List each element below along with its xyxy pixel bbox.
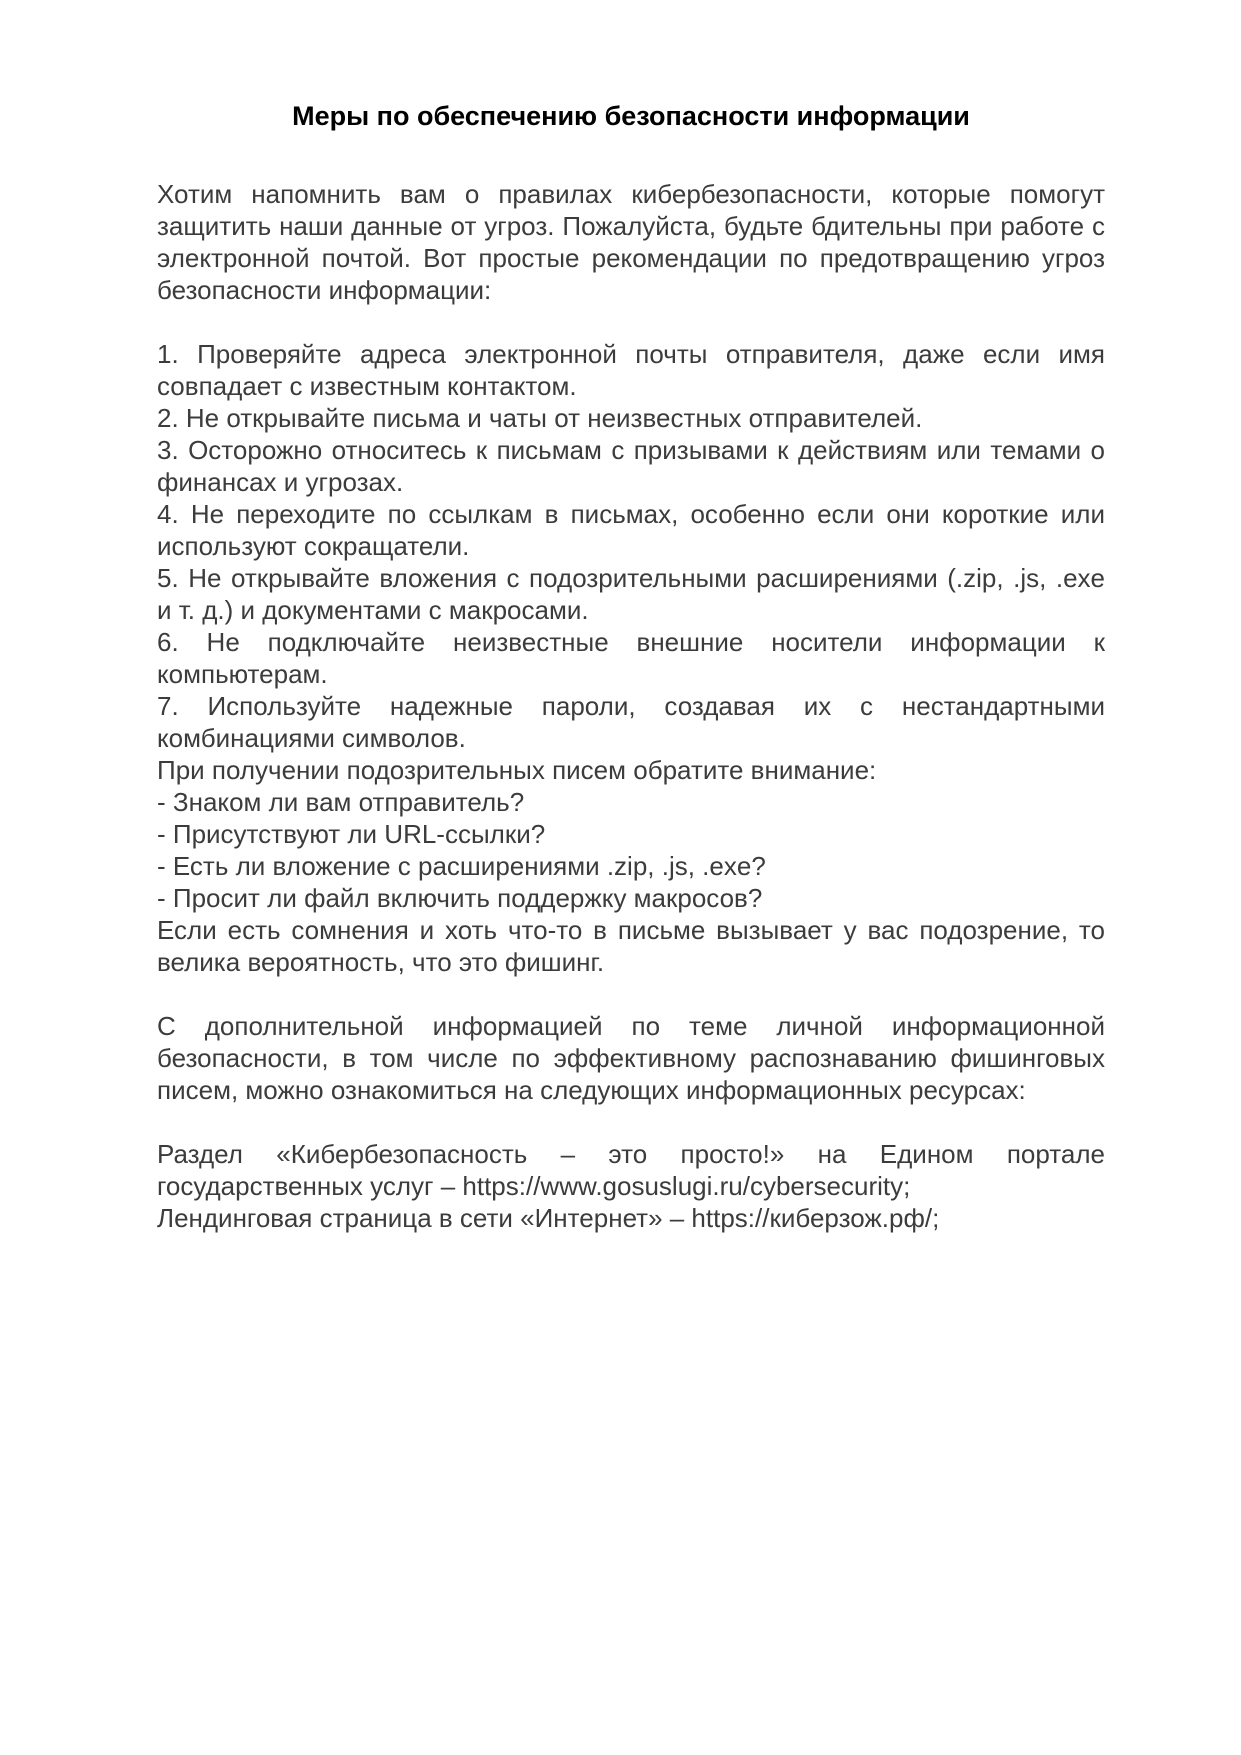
spacer <box>157 1106 1105 1138</box>
rule-item-5: 5. Не открывайте вложения с подозрительными расширениями (.zip, .js, .exe и т. д.) и документами с макросами. <box>157 563 1105 625</box>
checklist-item-2: - Присутствуют ли URL-ссылки? <box>157 819 546 849</box>
resource-landing-page: Лендинговая страница в сети «Интернет» – https://киберзож.рф/; <box>157 1203 940 1233</box>
attention-heading: При получении подозрительных писем обратите внимание: <box>157 755 877 785</box>
rule-item-6: 6. Не подключайте неизвестные внешние носители информации к компьютерам. <box>157 627 1105 689</box>
phishing-note: Если есть сомнения и хоть что-то в письме вызывает у вас подозрение, то велика вероятность, что это фишинг. <box>157 915 1105 977</box>
rule-item-2: 2. Не открывайте письма и чаты от неизвестных отправителей. <box>157 403 923 433</box>
rule-item-1: 1. Проверяйте адреса электронной почты отправителя, даже если имя совпадает с известным контактом. <box>157 339 1105 401</box>
intro-paragraph: Хотим напомнить вам о правилах кибербезопасности, которые помогут защитить наши данные от угроз. Пожалуйста, будьте бдительны при работе с электронной почтой. Вот простые рекомендации по предотвращению угроз безопасности информации: <box>157 179 1105 305</box>
more-info-paragraph: С дополнительной информацией по теме личной информационной безопасности, в том числе по эффективному распознаванию фишинговых писем, можно ознакомиться на следующих информационных ресурсах: <box>157 1011 1105 1105</box>
checklist-item-4: - Просит ли файл включить поддержку макросов? <box>157 883 763 913</box>
rule-item-7: 7. Используйте надежные пароли, создавая их с нестандартными комбинациями символов. <box>157 691 1105 753</box>
rule-item-4: 4. Не переходите по ссылкам в письмах, особенно если они короткие или используют сокращатели. <box>157 499 1105 561</box>
checklist-item-1: - Знаком ли вам отправитель? <box>157 787 525 817</box>
checklist-item-3: - Есть ли вложение с расширениями .zip, .js, .exe? <box>157 851 766 881</box>
rule-item-3: 3. Осторожно относитесь к письмам с призывами к действиям или темами о финансах и угрозах. <box>157 435 1105 497</box>
spacer <box>157 978 1105 1010</box>
spacer <box>157 306 1105 338</box>
resource-gosuslugi: Раздел «Кибербезопасность – это просто!» на Едином портале государственных услуг – https://www.gosuslugi.ru/cybersecurity; <box>157 1139 1105 1201</box>
page-title: Меры по обеспечению безопасности информации <box>292 101 970 131</box>
